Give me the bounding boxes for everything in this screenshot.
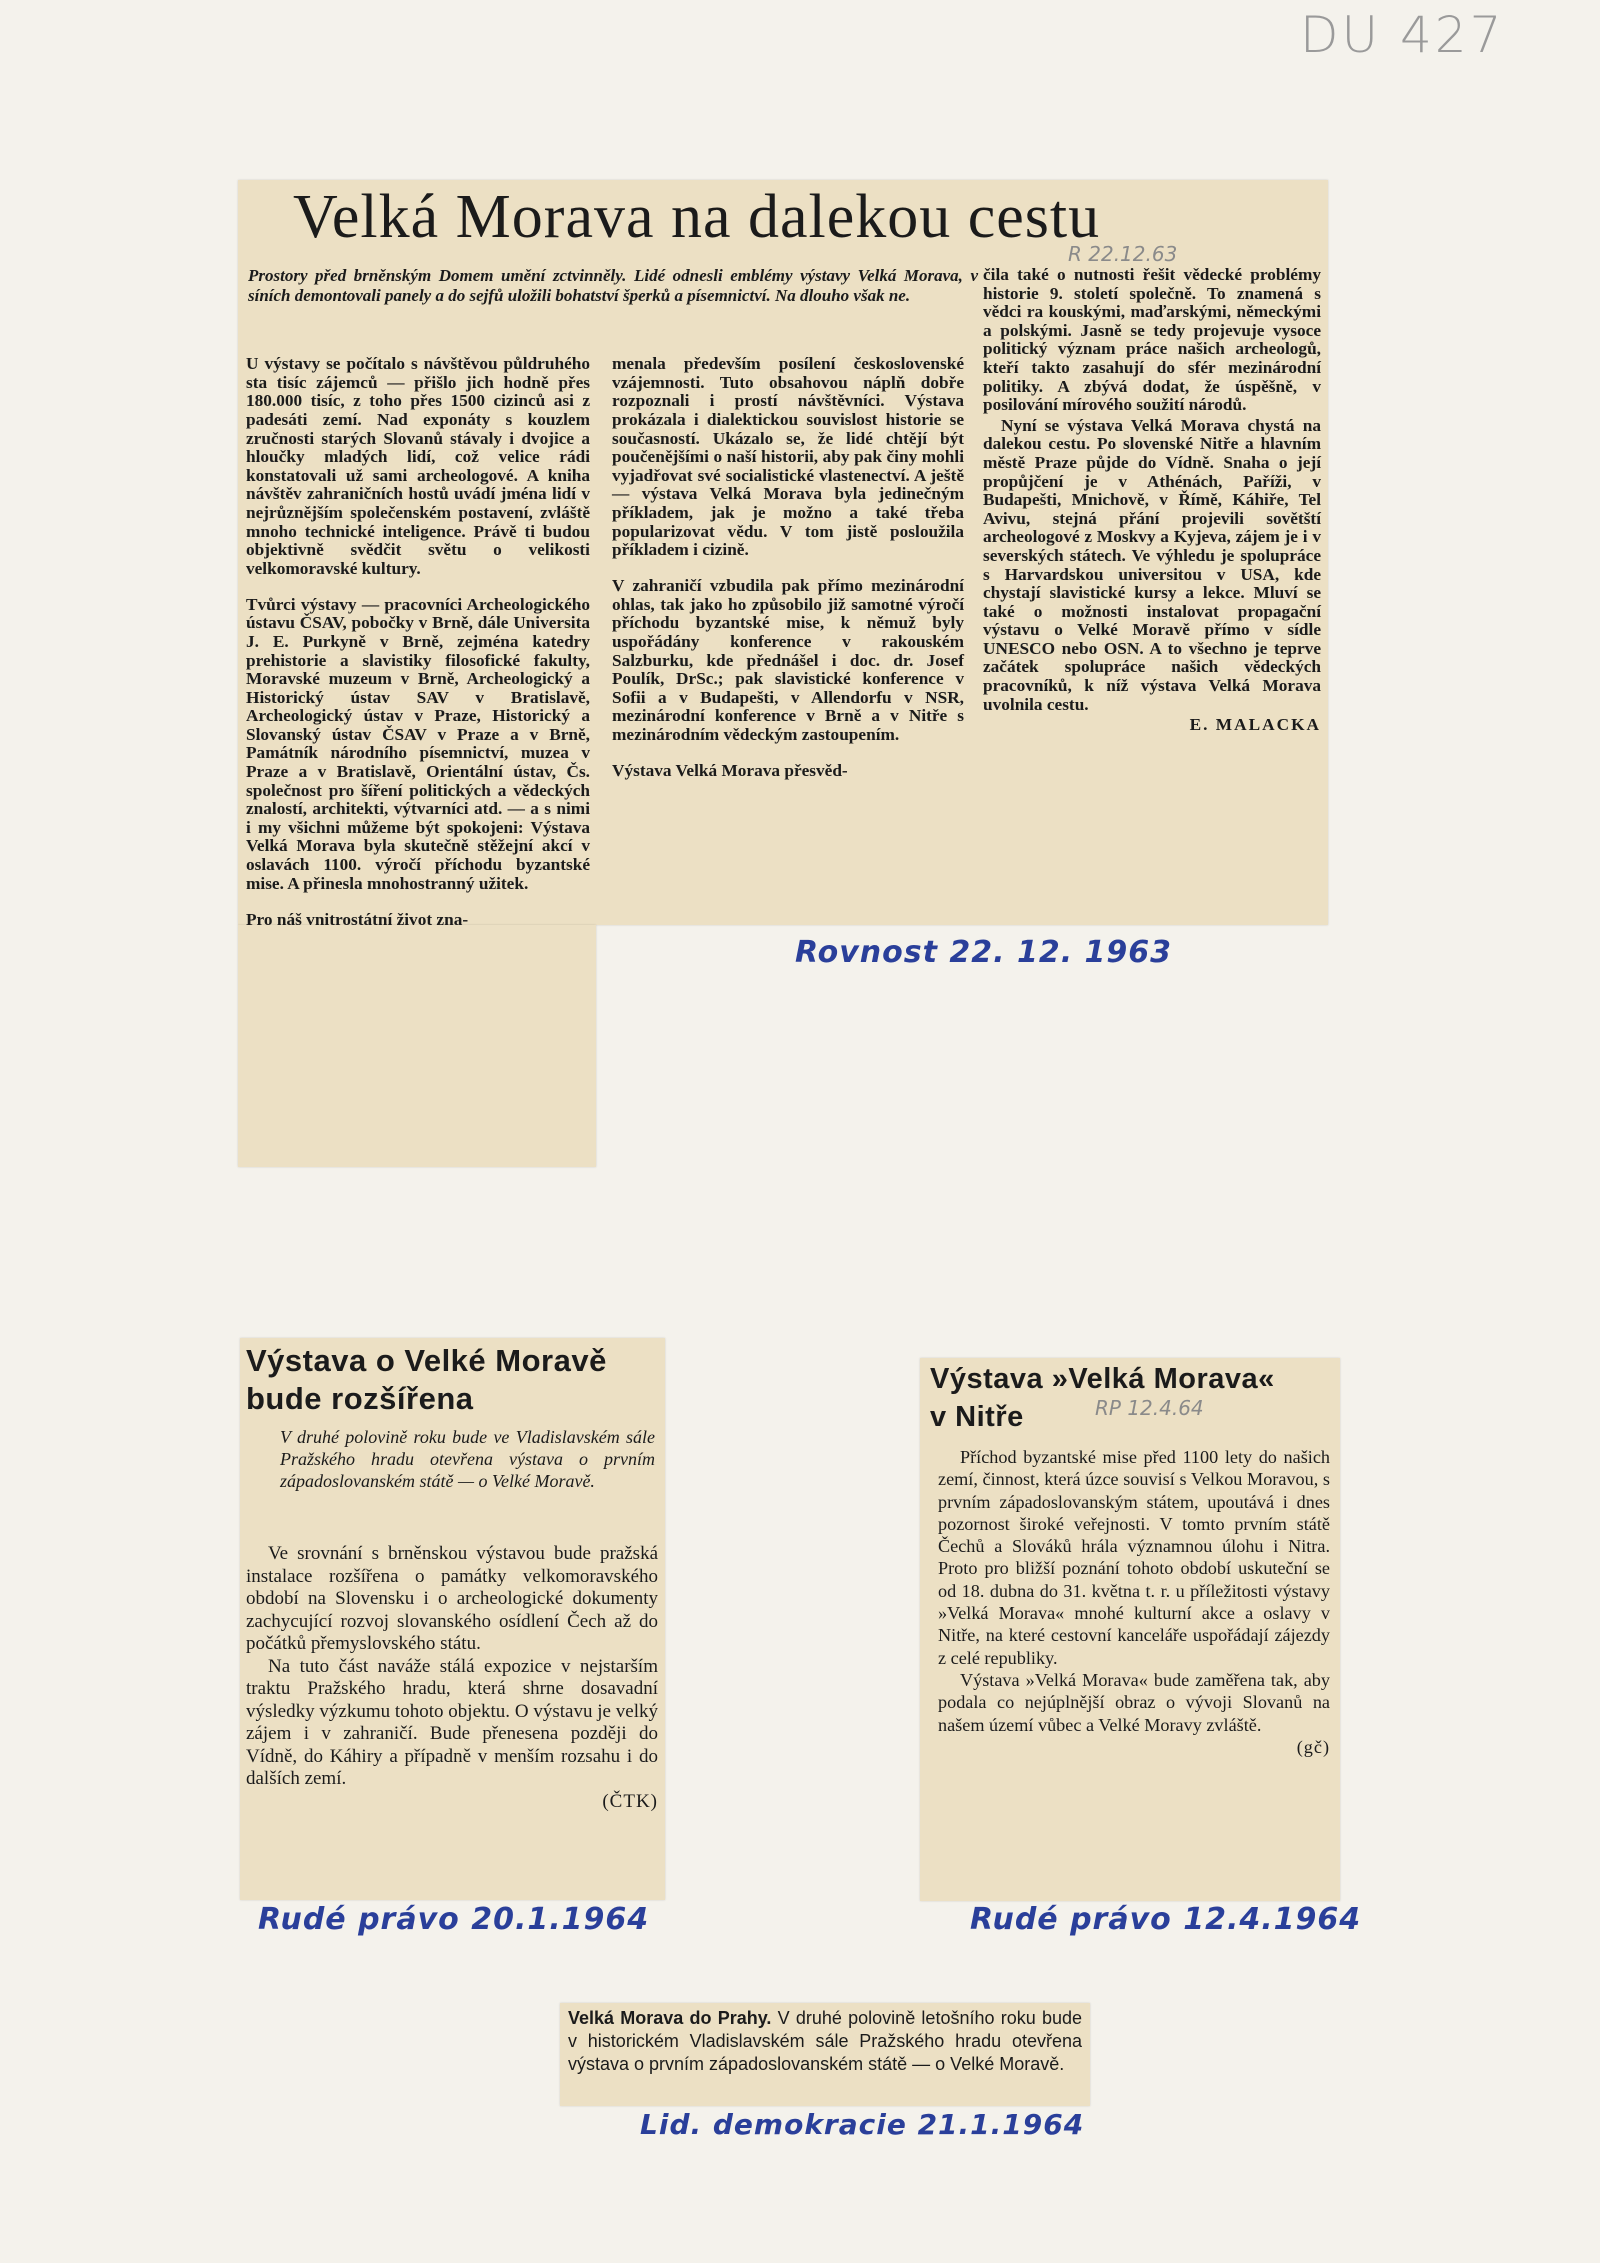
clip1-col2-p1: menala především posílení československé vzájemnosti. Tuto obsahovou náplň dobře rozpoznali i prostí návštěvníci. Výstava prokázala i dialektickou souvislost historie se současností. Ukázalo se, že lidé chtějí být poučenějšími o naší historii, aby pak činy mohli vyjadřovat své socialistické vlastenectví. A ještě — výstava Velká Morava byla jedinečným příkladem, jak je možno a také třeba popularizovat vědu. V tom jistě posloužila příkladem i cizině. <box>612 354 964 560</box>
clip3-signature: (gč) <box>1296 1736 1330 1757</box>
clip1-lead: Prostory před brněnským Domem umění zctvinněly. Lidé odnesli emblémy výstavy Velká Morava, v síních demontovali panely a do sejfů uložili bohatství šperků a písemnictví. Na dlouho však ne. <box>248 266 978 305</box>
clip2-headline-line2: bude rozšířena <box>246 1381 474 1416</box>
clip1-col2-p3: Výstava Velká Morava přesvěd- <box>612 760 848 780</box>
clip2-lead: V druhé polovině roku bude ve Vladislavském sále Pražského hradu otevřena výstava o prvním západoslovanském státě — o Velké Moravě. <box>280 1427 655 1491</box>
clip4-source: Lid. demokracie 21.1.1964 <box>640 2108 1085 2141</box>
clip3-headline-line2: v Nitře <box>930 1401 1024 1433</box>
clipping-vystava-velka-morava-v-nitre <box>920 1358 1340 1901</box>
clip2-p2: Na tuto část naváže stálá expozice v nejstarším traktu Pražského hradu, která shrne dosavadní výsledky výzkumu tohoto objektu. O výstavu je velký zájem i v zahraničí. Bude přenesena později do Vídně, do Káhiry a případně v menším rozsahu i do dalších zemí. <box>246 1655 658 1789</box>
clip1-col1-p3: Pro náš vnitrostátní život zna- <box>246 909 469 929</box>
clip1-column-1-block <box>238 925 596 1167</box>
clip1-col1-p1: U výstavy se počítalo s návštěvou půldruhého sta tisíc zájemců — přišlo jich hodně přes 180.000 tisíc, z toho přes 1500 cizinců asi z padesáti zemí. Nad exponáty s kouzlem zručnosti starých Slovanů stávaly i dvojice a hloučky mladých lidí, což velice rádi konstatovali už sami archeologové. A kniha návštěv zahraničních hostů uvádí jména lidí v nejrůznějším společenském postavení, zvláště mnoho technické inteligence. Právě ti budou objektivně svědčit světu o velikosti velkomoravské kultury. <box>246 354 590 578</box>
clip3-headline-line1: Výstava »Velká Morava« <box>930 1363 1275 1395</box>
clip1-pencil-date: R 22.12.63 <box>1068 242 1178 266</box>
clip4-text: V druhé polovině letošního roku bude v historickém Vladislavském sále Pražského hradu otevřena výstava o prvním západoslovanském státě — o Velké Moravě. <box>568 2008 1082 2074</box>
clip1-column-3 <box>983 266 1321 735</box>
clip4-bold-lead: Velká Morava do Prahy. <box>568 2008 772 2028</box>
clip3-source: Rudé právo 12.4.1964 <box>970 1902 1362 1937</box>
clip4-body <box>568 2007 1082 2076</box>
clip1-col3-p1: čila také o nutnosti řešit vědecké problémy historie 9. století společně. To znamená s vědci ra kouskými, maďarskými, německými a polskými. Jasně se tedy projevuje vysoce politický význam práce našich archeologů, kteří takto zasahují do sfér mezinárodní politiky. A zbývá dodat, že úspěšně, v posilování mírového soužití národů. <box>983 265 1321 415</box>
archive-mark: DU 427 <box>1300 6 1505 64</box>
clip2-signature: (ČTK) <box>602 1790 658 1812</box>
clip1-headline: Velká Morava na dalekou cestu <box>293 183 1101 251</box>
clip2-source: Rudé právo 20.1.1964 <box>258 1902 650 1937</box>
clip2-headline-line1: Výstava o Velké Moravě <box>246 1343 607 1378</box>
clipping-vystava-o-velke-morave <box>240 1338 665 1900</box>
clip1-col1-p2: Tvůrci výstavy — pracovníci Archeologického ústavu ČSAV, pobočky v Brně, dále Universita J. E. Purkyně v Brně, zejména katedry prehistorie a slavistiky filosofické fakulty, Moravské muzeum v Brně, Archeologický a Historický ústav SAV v Bratislavě, Archeologický ústav v Praze, Historický a Slovanský ústav ČSAV v Praze a v Brně, Památník národního písemnictví, muzea v Praze a v Bratislavě, Orientální ústav, Čs. společnost pro šíření politických a vědeckých znalostí, architekti, výtvarníci atd. — a s nimi i my všichni můžeme být spokojeni: Výstava Velká Morava byla skutečně stěžejní akcí v oslavách 1100. výročí příchodu byzantské mise. A přinesla mnohostranný užitek. <box>246 594 590 893</box>
clip1-col2-p2: V zahraničí vzbudila pak přímo mezinárodní ohlas, tak jako ho způsobilo již samotné výročí příchodu byzantské mise, k němuž byly uspořádány konference v rakouském Salzburku, kde přednášel i doc. dr. Josef Poulík, DrSc.; pak slavistické konference v Sofii a v Budapešti, v Allendorfu v NSR, mezinárodní konference v Brně a v Nitře s mezinárodním vědeckým zastoupením. <box>612 576 964 744</box>
clip1-col3-p2: Nyní se výstava Velká Morava chystá na dalekou cestu. Po slovenské Nitře a hlavním městě Praze půjde do Vídně. Snaha o její propůjčení je v Athénách, Paříži, v Budapešti, Mnichově, v Římě, Káhiře, Tel Avivu, stejná přání projevili sovětští archeologové z Moskvy a Kyjeva, zájem je i v severských státech. Ve výhledu je spolupráce s Harvardskou universitou v USA, kde chystají slavistické kursy a lekce. Mluví se také o možnosti instalovat propagační výstavu o Velké Moravě přímo v sídle UNESCO nebo OSN. A to všechno je teprve začátek spolupráce našich vědeckých pracovníků, k níž výstava Velká Morava uvolnila cestu. <box>983 415 1321 714</box>
clip1-source: Rovnost 22. 12. 1963 <box>795 935 1173 970</box>
clip3-pencil-date: RP 12.4.64 <box>1095 1396 1204 1420</box>
clip2-body <box>246 1543 658 1813</box>
clipping-velka-morava-do-prahy <box>560 2003 1090 2106</box>
clip3-body <box>938 1446 1330 1758</box>
clip2-p1: Ve srovnání s brněnskou výstavou bude pražská instalace rozšířena o památky velkomoravského období na Slovensku i o archeologické dokumenty zachycující rozvoj slovanského osídlení Čech až do počátků přemyslovského státu. <box>246 1543 658 1654</box>
clip1-column-1 <box>246 338 590 946</box>
clip3-p2: Výstava »Velká Morava« bude zaměřena tak, aby podala co nejúplnější obraz o vývoji Slovanů na našem území vůbec a Velké Moravy zvláště. <box>938 1669 1330 1735</box>
clip3-p1: Příchod byzantské mise před 1100 lety do našich zemí, činnost, která úzce souvisí s Velkou Moravou, s prvním západoslovanským státem, upoutává i dnes pozornost široké veřejnosti. V tomto prvním státě Čechů a Slováků hrála významnou úlohu i Nitra. Proto pro bližší poznání tohoto období uskuteční se od 18. dubna do 31. května t. r. u příležitosti výstavy »Velká Morava« mnohé kulturní akce a oslavy v Nitře, na které cestovní kanceláře uspořádají zájezdy z celé republiky. <box>938 1447 1330 1668</box>
clip1-signature: E. MALACKA <box>1189 715 1321 735</box>
clip1-column-2 <box>612 338 964 798</box>
